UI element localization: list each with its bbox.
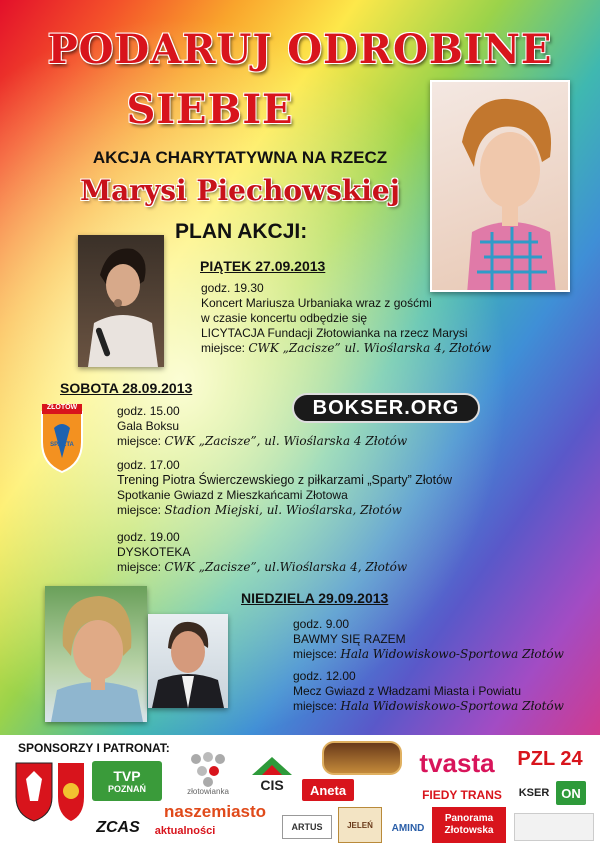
powiat-coat-of-arms <box>56 761 86 823</box>
place-value: Hala Widowiskowo-Sportowa Złotów <box>340 647 564 661</box>
zcas-logo <box>90 815 146 841</box>
amind-text: AMIND <box>391 822 425 834</box>
place-label: miejsce: <box>293 647 338 661</box>
saturday-event-2 <box>117 458 557 518</box>
event-extra: Spotkanie Gwiazd z Mieszkańcami Złotowa <box>117 488 348 502</box>
place-value: CWK „Zacisze”, ul.Wioślarska 4, Złotów <box>164 560 408 574</box>
amind-logo <box>388 817 428 839</box>
aktualnosci-text: aktualności <box>154 825 216 837</box>
event-title: Trening Piotra Świerczewskiego z piłkarzami „Sparty” Złotów <box>117 473 453 487</box>
sunday-event-1 <box>293 617 593 662</box>
poznan-text: POZNAŃ <box>108 784 146 794</box>
friday-event <box>201 281 581 356</box>
event-line: w czasie koncertu odbędzie się <box>201 311 368 325</box>
event-title: DYSKOTEKA <box>117 545 191 559</box>
fiedy-trans-logo <box>420 785 504 805</box>
place-label: miejsce: <box>117 560 162 574</box>
event-line: Koncert Mariusza Urbaniaka wraz z gośćmi <box>201 296 432 310</box>
tvasta-logo <box>412 745 502 781</box>
place-value: Hala Widowiskowo-Sportowa Złotów <box>340 699 564 713</box>
saturday-heading: SOBOTA 28.09.2013 <box>60 380 193 396</box>
zcas-text: ZCAS <box>96 819 140 836</box>
poster-title-line1: PODARUJ ODROBINE <box>47 26 553 73</box>
event-place-row <box>117 434 517 449</box>
cis-text: CIS <box>260 777 284 793</box>
aneta-text: Aneta <box>309 782 347 798</box>
cis-logo <box>244 749 300 799</box>
bokser-logo-text: BOKSER.ORG <box>312 396 460 419</box>
fiedy-text: FIEDY TRANS <box>422 788 502 802</box>
artus-logo <box>282 815 332 839</box>
man-blond-photo <box>45 586 147 722</box>
event-time: godz. 15.00 <box>117 404 180 418</box>
place-value: CWK „Zacisze” ul. Wioślarska 4, Złotów <box>248 341 492 355</box>
aktualnosci-logo <box>150 821 220 841</box>
panorama-zlotowska-logo <box>432 807 506 843</box>
place-label: miejsce: <box>117 503 162 517</box>
kser-logo <box>516 783 552 803</box>
crest-mid-text: SPARTA <box>50 442 74 448</box>
kser-text: KSER <box>518 787 550 799</box>
poster-subtitle: AKCJA CHARYTATYWNA NA RZECZ <box>92 148 388 167</box>
event-place-row <box>293 647 593 662</box>
friday-heading: PIĄTEK 27.09.2013 <box>200 258 326 274</box>
saturday-event-1 <box>117 404 517 449</box>
crest-top-text: ZŁOTÓW <box>46 404 78 411</box>
poster-title-line2: SIEBIE <box>126 86 294 133</box>
naszemiasto-text: naszemiasto <box>164 802 267 821</box>
place-label: miejsce: <box>293 699 338 713</box>
jelen-logo <box>338 807 382 843</box>
event-venue-logo <box>322 741 402 775</box>
tvp-poznan-logo <box>92 761 162 801</box>
event-line: LICYTACJA Fundacji Złotowianka na rzecz Marysi <box>201 326 468 340</box>
tvasta-text: tvasta <box>419 747 495 778</box>
place-value: CWK „Zacisze”, ul. Wioślarska 4 Złotów <box>164 434 408 448</box>
woman-portrait-photo <box>430 80 570 292</box>
event-time: godz. 12.00 <box>293 669 356 683</box>
event-time: godz. 9.00 <box>293 617 350 631</box>
place-label: miejsce: <box>201 341 246 355</box>
singer-photo <box>78 235 164 367</box>
artus-text: ARTUS <box>291 822 323 832</box>
event-place-row <box>117 560 517 575</box>
sponsors-label: SPONSORZY I PATRONAT: <box>18 741 170 755</box>
tvp-text: TVP <box>113 768 141 784</box>
event-title: BAWMY SIĘ RAZEM <box>293 632 406 646</box>
sponsors-band <box>0 735 600 847</box>
panorama-text: Panorama Złotowska <box>444 813 494 836</box>
event-title: Mecz Gwiazd z Władzami Miasta i Powiatu <box>293 684 522 698</box>
extra-sponsor-logo <box>514 813 594 841</box>
sparta-club-crest <box>40 402 84 474</box>
event-time: godz. 17.00 <box>117 458 180 472</box>
man-suit-photo <box>148 614 228 708</box>
event-title: Gala Boksu <box>117 419 180 433</box>
beneficiary-name: Marysi Piechowskiej <box>80 174 400 207</box>
aneta-logo <box>302 779 354 801</box>
sunday-heading: NIEDZIELA 29.09.2013 <box>241 590 389 606</box>
event-time: godz. 19.00 <box>117 530 180 544</box>
on-text: ON <box>561 785 581 801</box>
jelen-text: JELEŃ <box>347 820 373 830</box>
pzl-text: PZL 24 <box>517 747 583 770</box>
on-logo <box>556 781 586 805</box>
place-label: miejsce: <box>117 434 162 448</box>
event-place-row <box>117 503 557 518</box>
event-time: godz. 19.30 <box>201 281 264 295</box>
zlotow-coat-of-arms <box>14 761 54 823</box>
event-place-row <box>201 341 581 356</box>
saturday-event-3 <box>117 530 517 575</box>
sunday-event-2 <box>293 669 593 714</box>
naszemiasto-logo <box>164 801 280 823</box>
pzl24-logo <box>510 741 590 777</box>
zlotowianka-logo <box>180 745 236 801</box>
plan-heading: PLAN AKCJI: <box>175 220 308 243</box>
place-value: Stadion Miejski, ul. Wioślarska, Złotów <box>164 503 402 517</box>
zlotowianka-text: złotowianka <box>187 786 229 796</box>
event-place-row <box>293 699 593 714</box>
